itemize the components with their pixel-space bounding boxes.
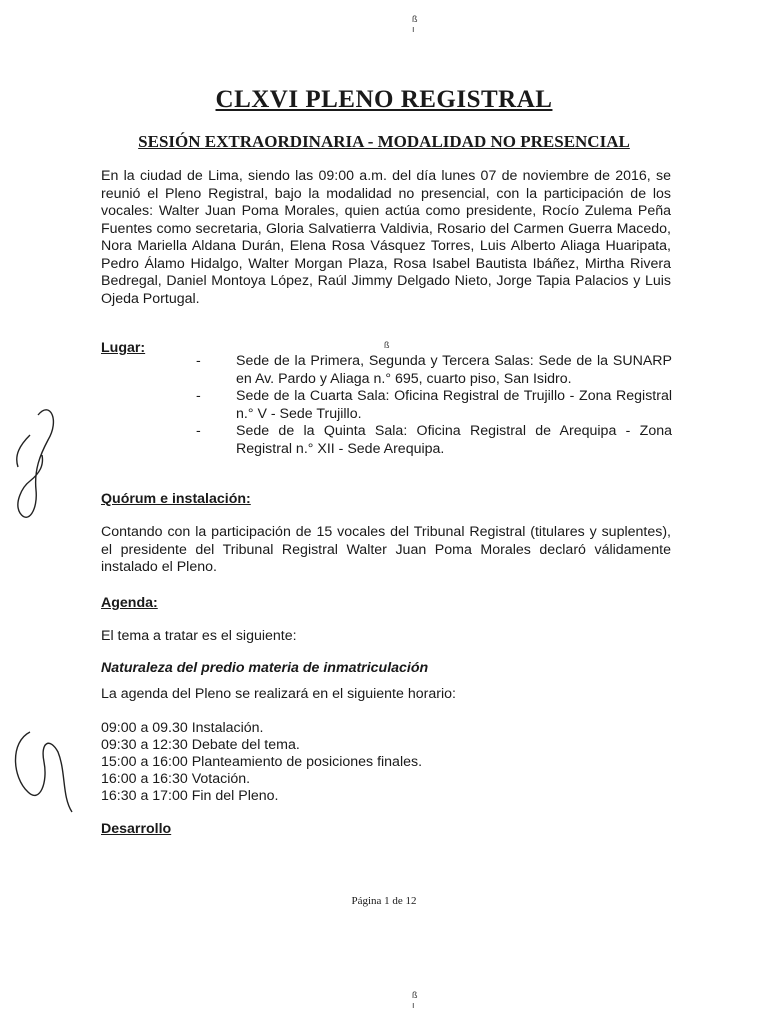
page-number: Página 1 de 12 bbox=[351, 895, 417, 907]
lugar-item: - Sede de la Quinta Sala: Oficina Registral de Arequipa - Zona Registral n.° XII - Sede Arequipa. bbox=[196, 423, 672, 457]
signature-lower bbox=[0, 722, 90, 822]
document-subtitle: SESIÓN EXTRAORDINARIA - MODALIDAD NO PRESENCIAL bbox=[138, 132, 630, 151]
intro-paragraph: En la ciudad de Lima, siendo las 09:00 a.m. del día lunes 07 de noviembre de 2016, se reunió el Pleno Registral, bajo la modalidad no presencial, con la participación de los vocales: Walter Juan Poma Morales, quien actúa como presidente, Rocío Zulema Peña Fuentes como secretaria, Gloria Salvatierra Valdivia, Rosario del Carmen Guerra Macedo, Nora Mariella Aldana Durán, Elena Rosa Vásquez Torres, Luis Alberto Aliaga Huaripata, Pedro Álamo Hidalgo, Walter Morgan Plaza, Rosa Isabel Bautista Ibáñez, Mirtha Rivera Bedregal, Daniel Montoya López, Raúl Jimmy Delgado Nieto, Jorge Tapia Palacios y Luis Ojeda Portugal. bbox=[101, 168, 671, 307]
schedule-intro: La agenda del Pleno se realizará en el siguiente horario: bbox=[101, 686, 456, 702]
lugar-list bbox=[196, 353, 672, 458]
schedule-item: 15:00 a 16:00 Planteamiento de posiciones finales. bbox=[101, 754, 423, 770]
schedule-item: 16:30 a 17:00 Fin del Pleno. bbox=[101, 788, 279, 804]
quorum-paragraph: Contando con la participación de 15 vocales del Tribunal Registral (titulares y suplentes), el presidente del Tribunal Registral Walter Juan Poma Morales declaró válidamente instalado el Pleno. bbox=[101, 524, 671, 575]
agenda-text: El tema a tratar es el siguiente: bbox=[101, 628, 297, 644]
agenda-heading: Agenda: bbox=[101, 595, 158, 611]
lugar-item: - Sede de la Primera, Segunda y Tercera Salas: Sede de la SUNARP en Av. Pardo y Aliaga n.° 695, cuarto piso, San Isidro. bbox=[196, 353, 672, 387]
signature-upper bbox=[0, 395, 70, 535]
desarrollo-heading: Desarrollo bbox=[101, 821, 172, 837]
lugar-item: - Sede de la Cuarta Sala: Oficina Registral de Trujillo - Zona Registral n.° V - Sede Trujillo. bbox=[196, 388, 672, 422]
schedule-list bbox=[101, 720, 422, 805]
scan-mark-top: ß ı bbox=[412, 14, 418, 34]
agenda-topic: Naturaleza del predio materia de inmatriculación bbox=[101, 660, 429, 676]
schedule-item: 09:30 a 12:30 Debate del tema. bbox=[101, 737, 300, 753]
scan-mark-bottom: ß ı bbox=[412, 990, 418, 1010]
document-title: CLXVI PLENO REGISTRAL bbox=[215, 86, 553, 113]
schedule-item: 16:00 a 16:30 Votación. bbox=[101, 771, 251, 787]
scan-mark-middle: ß bbox=[384, 340, 390, 350]
quorum-heading: Quórum e instalación: bbox=[101, 491, 251, 507]
lugar-heading: Lugar: bbox=[101, 340, 146, 356]
schedule-item: 09:00 a 09.30 Instalación. bbox=[101, 720, 264, 736]
